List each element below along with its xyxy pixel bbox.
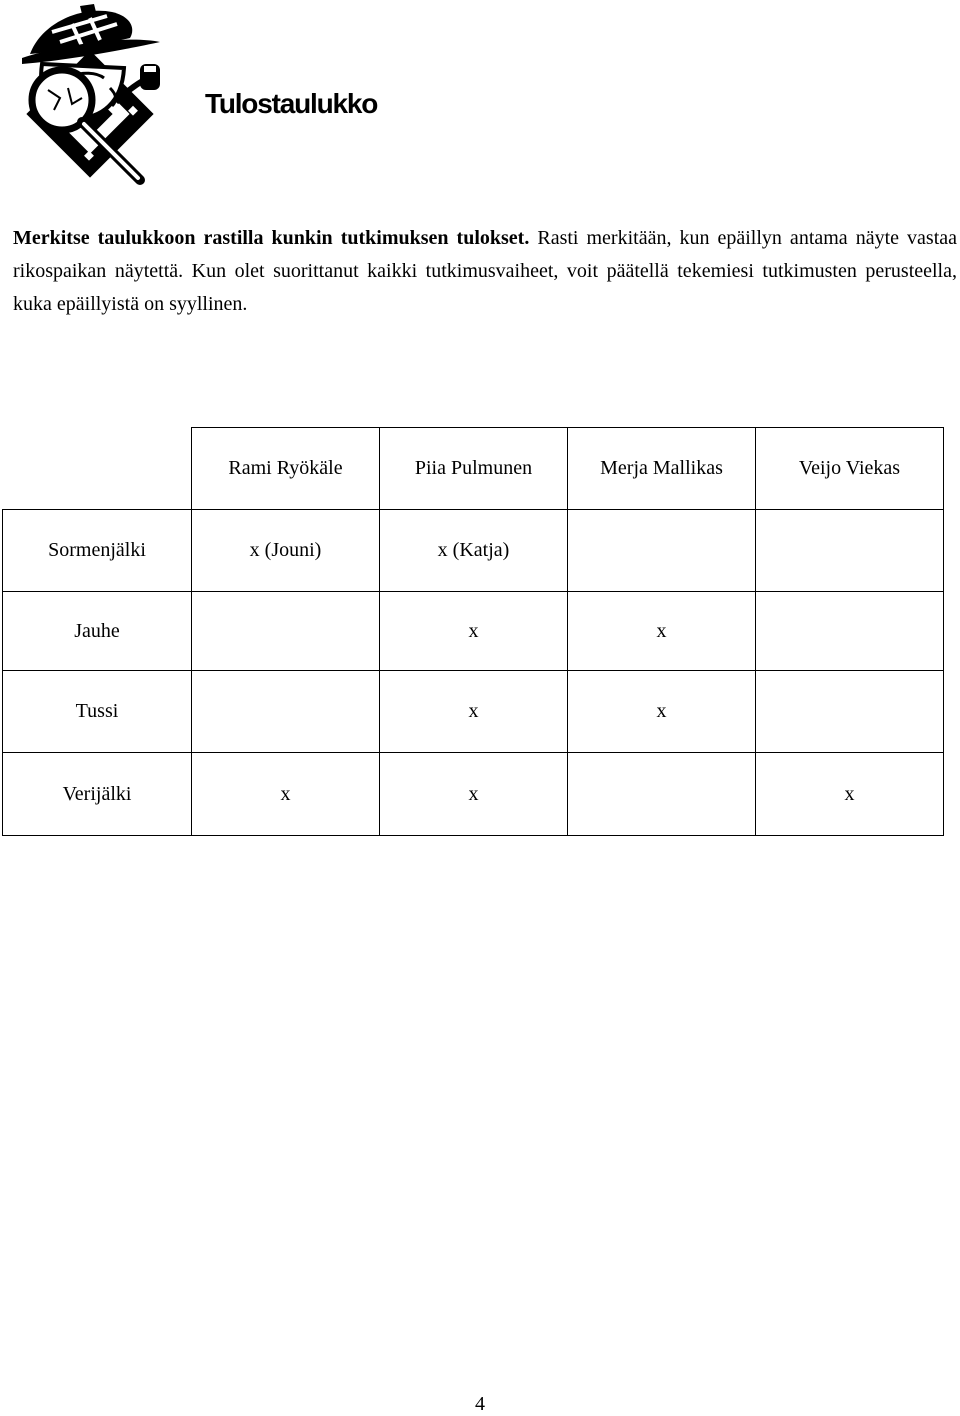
page-title: Tulostaulukko (205, 88, 378, 119)
table-cell: x (Jouni) (192, 510, 380, 592)
table-cell (568, 753, 756, 836)
intro-paragraph (13, 222, 957, 321)
table-row (3, 510, 944, 592)
table-cell: x (192, 753, 380, 836)
table-cell: x (380, 671, 568, 753)
table-cell: x (380, 753, 568, 836)
column-header: Rami Ryökäle (192, 428, 380, 510)
column-header: Veijo Viekas (756, 428, 944, 510)
column-header: Merja Mallikas (568, 428, 756, 510)
table-cell: x (756, 753, 944, 836)
intro-text: Rasti merkitään, kun epäillyn antama näyte vastaa rikospaikan näytettä. Kun olet suorittanut kaikki tutkimusvaiheet, voit päätellä tekemiesi tutkimusten perusteella, kuka epäillyistä on syyllinen. (13, 227, 957, 315)
table-cell (756, 510, 944, 592)
column-header: Piia Pulmunen (380, 428, 568, 510)
table-cell: x (Katja) (380, 510, 568, 592)
results-table (2, 427, 944, 836)
row-header: Tussi (3, 671, 192, 753)
row-header: Jauhe (3, 592, 192, 671)
table-cell: x (568, 592, 756, 671)
page-number: 4 (475, 1393, 485, 1415)
table-corner-cell (3, 428, 192, 510)
table-cell (756, 592, 944, 671)
table-cell (756, 671, 944, 753)
table-cell (568, 510, 756, 592)
table-cell (192, 671, 380, 753)
table-row (3, 753, 944, 836)
table-cell: x (380, 592, 568, 671)
table-row (3, 671, 944, 753)
table-row (3, 592, 944, 671)
row-header: Verijälki (3, 753, 192, 836)
intro-bold-sentence: Merkitse taulukkoon rastilla kunkin tutkimuksen tulokset. (13, 227, 530, 249)
table-cell (192, 592, 380, 671)
table-cell: x (568, 671, 756, 753)
row-header: Sormenjälki (3, 510, 192, 592)
detective-logo-icon (12, 2, 162, 188)
table-header-row (3, 428, 944, 510)
